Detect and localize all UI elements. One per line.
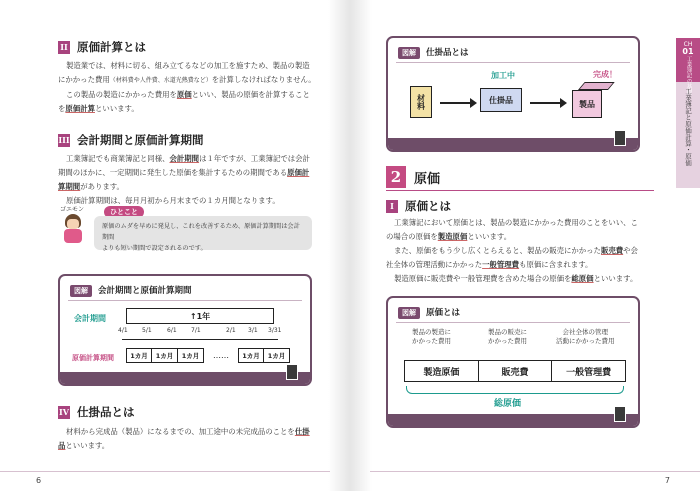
text: の場合の原価を	[386, 232, 438, 241]
note-line: 製品の製造に	[412, 328, 451, 336]
section-number: 2	[386, 166, 406, 188]
cost-boxes	[404, 360, 626, 382]
figure-tag: 図解	[70, 285, 92, 297]
heading-genka-keisan	[58, 39, 146, 55]
figure-divider	[396, 62, 630, 63]
keyword-shikakarihin-2: 品	[58, 441, 66, 450]
product-cube-top	[578, 82, 615, 90]
ellipsis: ……	[213, 351, 229, 360]
figure-bottom-bar	[60, 372, 310, 384]
figure-title: 仕掛品とは	[426, 48, 469, 58]
figure-shikakarihin	[386, 36, 640, 152]
page-number: 7	[664, 476, 670, 485]
keyword-shikakarihin: 仕掛	[294, 427, 310, 436]
note-hanbai	[488, 328, 527, 346]
total-brace	[406, 386, 624, 394]
hitokoto-bubble	[94, 216, 312, 250]
figure-clip-decoration	[286, 364, 298, 380]
box-hanbaihi: 販売費	[479, 361, 553, 381]
paragraph-shikakarihin	[58, 425, 320, 453]
note-kanri	[556, 328, 615, 346]
text: 製造業では、材料に切る、組み立てるなどの加工を施すため、製品の製造	[66, 61, 310, 70]
text: を	[58, 104, 66, 113]
section-title: 原価	[414, 171, 441, 187]
footer-rule	[370, 471, 700, 472]
material-box: 材料	[410, 86, 432, 118]
box-seizo-genka: 製造原価	[405, 361, 479, 381]
month-box: 1カ月	[264, 348, 290, 363]
text: また、原価をもう少し広くとらえると、製品の販売にかかった	[394, 246, 601, 255]
figure-title: 会計期間と原価計算期間	[98, 286, 192, 296]
chapter-side-head	[676, 38, 700, 95]
heading-text: 仕掛品とは	[77, 405, 135, 419]
tick-label: 4/1	[118, 327, 128, 334]
year-box	[126, 308, 274, 324]
up-arrow-icon: ↑	[189, 311, 197, 321]
arrow-head-icon	[470, 98, 477, 108]
month-box: 1カ月	[126, 348, 152, 363]
text: といいます。	[94, 104, 139, 113]
month-boxes	[126, 348, 290, 363]
text-note: （材料費や人件費、水道光熱費など）	[109, 77, 212, 84]
note-line: 製品の販売に	[488, 328, 527, 336]
keyword-hanbaihi: 販売費	[600, 246, 624, 255]
text: を計算しなければなりません。	[211, 75, 316, 84]
text: があります。	[80, 182, 124, 191]
heading-genka-towa	[386, 198, 451, 214]
text: や会	[623, 246, 638, 255]
figure-clip-decoration	[614, 130, 626, 146]
text: といいます。	[593, 274, 638, 283]
chapter-label: CH	[683, 41, 693, 48]
arrow-icon	[440, 102, 472, 104]
figure-clip-decoration	[614, 406, 626, 422]
text: 原価計算期間は、毎月月初から月末までの１カ月間となります。	[66, 196, 280, 205]
text: は１年ですが、工業簿記では会計	[199, 154, 310, 163]
figure-bottom-bar	[388, 414, 638, 426]
figure-tag: 図解	[398, 307, 420, 319]
right-gutter-shadow	[350, 0, 372, 491]
paragraph-genka-keisan	[58, 59, 320, 116]
right-page	[350, 0, 700, 491]
row-label-genka-keisan: 原価計算期間	[72, 354, 114, 362]
keyword-ippan-kanrihi: 一般管理費	[482, 260, 520, 269]
figure-kaikei-kikan	[58, 274, 312, 386]
timeline-axis	[122, 339, 278, 340]
keyword-genka-keisan-kikan: 原価計	[287, 168, 310, 177]
row-label-kaikei: 会計期間	[74, 314, 106, 323]
tick-label: 3/1	[248, 327, 258, 334]
keyword-kaikei-kikan: 会計期間	[169, 154, 200, 163]
text: 製造原価に販売費や一般管理費を含めた場合の原価を	[394, 274, 572, 283]
section-heading-genka	[386, 166, 440, 188]
text: も原価に含まれます。	[519, 260, 593, 269]
text: 工業簿記において原価とは、製品の製造にかかった費用のことをいい、こ	[394, 218, 638, 227]
heading-text: 原価計算とは	[77, 40, 146, 54]
text: 材料から完成品（製品）になるまでの、加工途中の未完成品のことを	[66, 427, 295, 436]
figure-title: 原価とは	[426, 308, 461, 318]
figure-genka-towa	[386, 296, 640, 428]
keyword-genka-keisan: 原価計算	[65, 104, 95, 113]
left-gutter-shadow	[328, 0, 350, 491]
roman-numeral-badge: I	[386, 200, 398, 213]
month-box: 1カ月	[178, 348, 204, 363]
tick-label: 2/1	[226, 327, 236, 334]
keyword-sogenka: 総原価	[571, 274, 594, 283]
character-name: ゴエモン	[60, 206, 85, 213]
text: といい、製品の原価を計算すること	[191, 90, 310, 99]
text: 期間のほかに、一定期間に発生した原価を集計するための期間である	[58, 168, 288, 177]
tick-label: 7/1	[191, 327, 201, 334]
text: といいます。	[65, 441, 110, 450]
chapter-number: 01	[682, 47, 694, 56]
text: 工業簿記でも商業簿記と同様、	[66, 154, 170, 163]
total-label: 総原価	[494, 399, 522, 409]
paragraph-genka-towa	[386, 216, 658, 286]
keyword-genka-keisan-kikan-2: 算期間	[58, 182, 81, 191]
roman-numeral-badge: III	[58, 135, 70, 145]
done-label: 完成！	[593, 70, 617, 79]
figure-divider	[68, 300, 302, 301]
tick-label: 6/1	[167, 327, 177, 334]
footer-rule	[0, 471, 330, 472]
hitokoto-text-1: 原価のムダを早めに発見し、これを改善するため、原価計算期間は会計期間	[102, 223, 300, 241]
hitokoto-label: ひとこと	[104, 206, 144, 218]
heading-shikakarihin	[58, 404, 135, 420]
month-box: 1カ月	[238, 348, 264, 363]
tick-label: 3/31	[268, 327, 282, 334]
note-seizo	[412, 328, 451, 346]
note-line: かかった費用	[488, 337, 527, 345]
section-underline	[386, 190, 654, 191]
note-line: かかった費用	[412, 337, 451, 345]
figure-divider	[396, 322, 630, 323]
hitokoto-text-2: よりも短い期間で設定されるのです。	[102, 245, 207, 252]
figure-tag: 図解	[398, 47, 420, 59]
arrow-head-icon	[560, 98, 567, 108]
roman-numeral-badge: IV	[59, 407, 69, 417]
paragraph-kaikei-kikan	[58, 152, 320, 208]
chapter-title: 工業簿記の基礎	[685, 56, 692, 95]
heading-text: 会計期間と原価計算期間	[77, 133, 204, 147]
text: といいます。	[467, 232, 512, 241]
note-line: 会社全体の管理	[562, 328, 608, 336]
heading-text: 原価とは	[405, 199, 451, 213]
figure-bottom-bar	[388, 138, 638, 150]
keyword-genka: 原価	[176, 90, 192, 99]
tick-label: 5/1	[142, 327, 152, 334]
text: この製品の製造にかかった費用を	[66, 90, 177, 99]
arrow-icon	[530, 102, 562, 104]
text: にかかった費用	[58, 75, 110, 84]
text: 社全体の管理活動にかかった	[386, 260, 483, 269]
character-illustration	[62, 214, 84, 244]
box-ippan-kanrihi: 一般管理費	[566, 367, 612, 378]
product-box: 製品	[572, 90, 602, 118]
chapter-side-text: 工業簿記と原価計算・原価	[684, 88, 692, 166]
note-line: 活動にかかった費用	[556, 337, 615, 345]
roman-numeral-badge: II	[58, 41, 70, 54]
month-box: 1カ月	[152, 348, 178, 363]
page-number: 6	[36, 476, 42, 485]
keyword-seizo-genka: 製造原価	[437, 232, 468, 241]
year-label: 1年	[196, 311, 211, 321]
process-label: 加工中	[491, 71, 515, 80]
heading-kaikei-kikan	[58, 132, 204, 148]
wip-box: 仕掛品	[480, 88, 522, 112]
